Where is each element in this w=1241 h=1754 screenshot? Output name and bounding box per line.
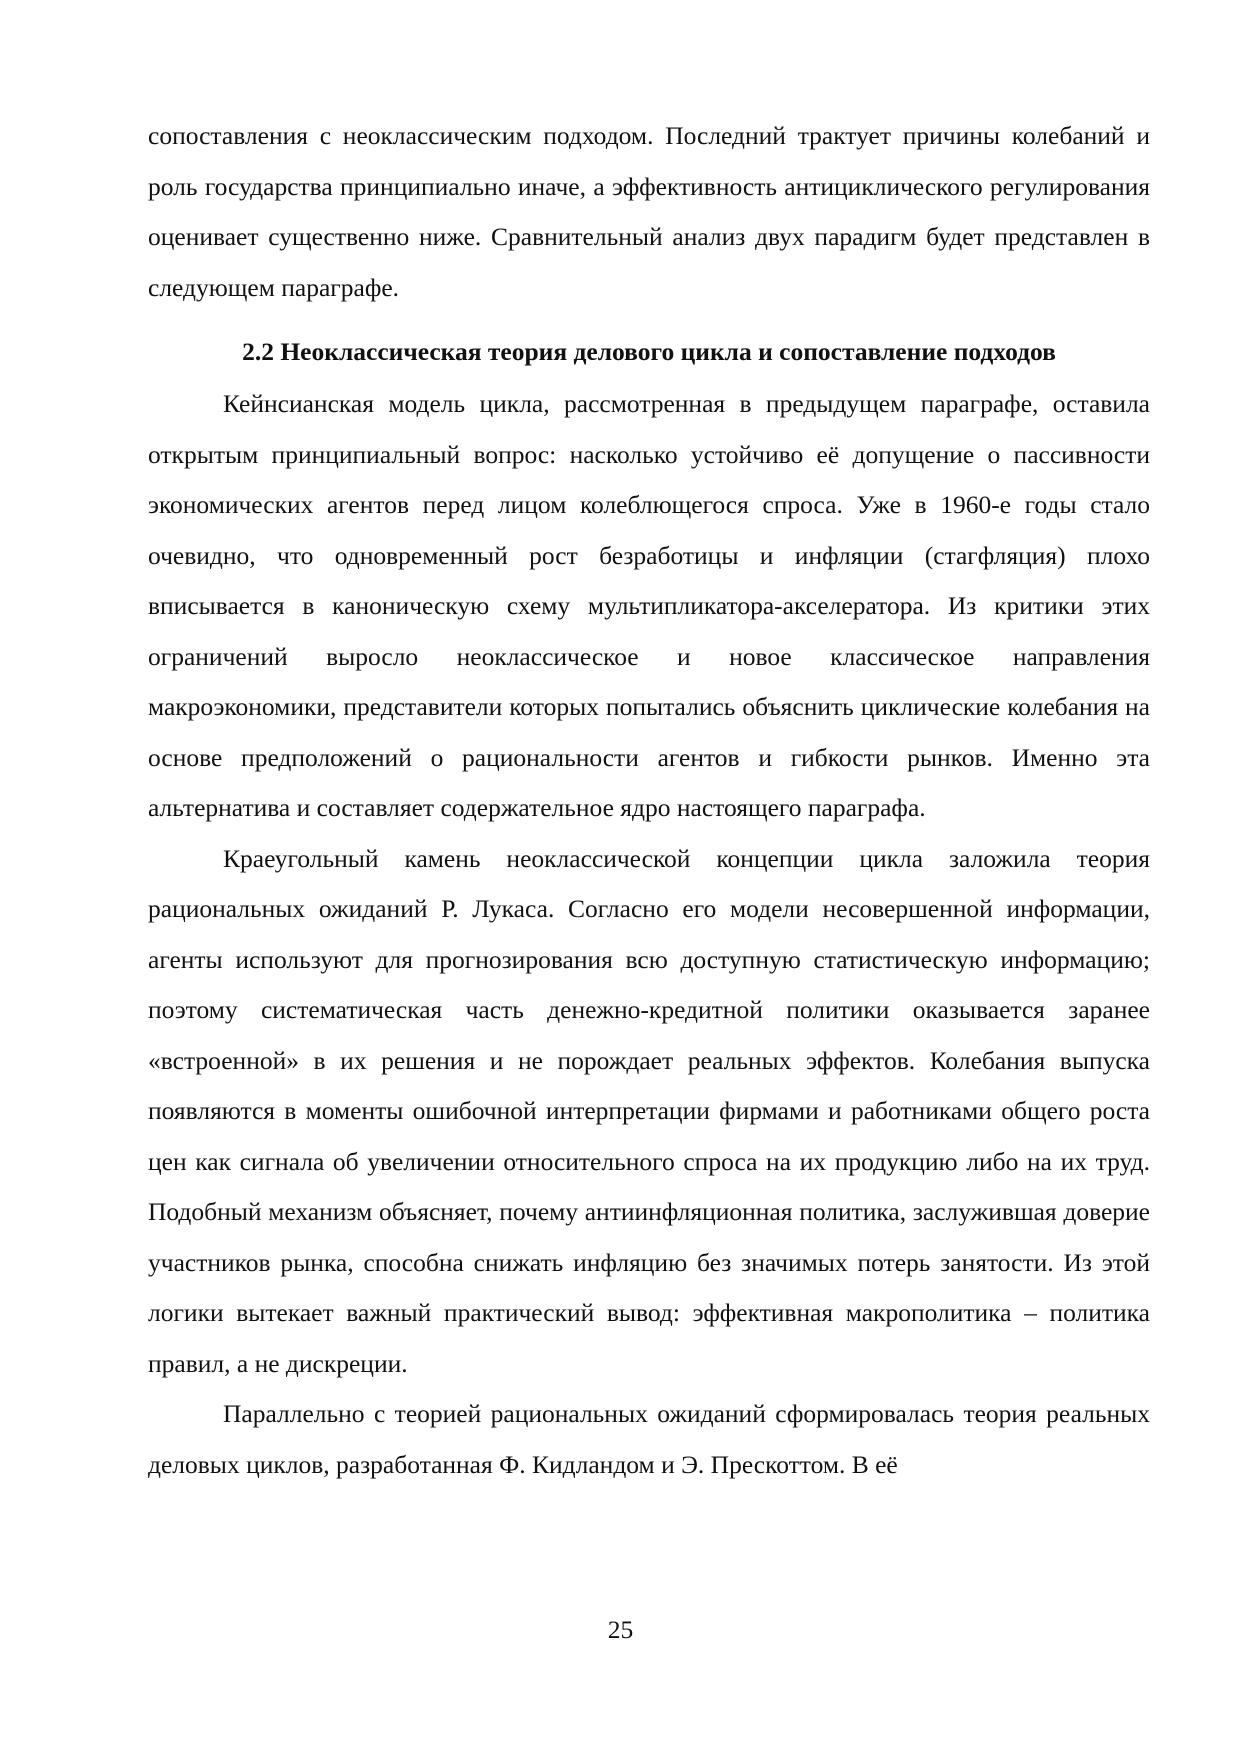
page-number: 25 xyxy=(607,1615,634,1644)
section-heading: 2.2 Неоклассическая теория делового цикла и сопоставление подходов xyxy=(242,337,1056,366)
document-page xyxy=(148,111,1150,1490)
paragraph-lucas-theory: Краеугольный камень неоклассической концепции цикла заложила теория рациональных ожиданий Р. Лукаса. Согласно его модели несовершенной информации, агенты используют для прогнозирования всю доступную статистическую информацию; поэтому систематическая часть денежно-кредитной политики оказывается заранее «встроенной» в их решения и не порождает реальных эффектов. Колебания выпуска появляются в моменты ошибочной интерпретации фирмами и работниками общего роста цен как сигнала об увеличении относительного спроса на их продукцию либо на их труд. Подобный механизм объясняет, почему антиинфляционная политика, заслужившая доверие участников рынка, способна снижать инфляцию без значимых потерь занятости. Из этой логики вытекает важный практический вывод: эффективная макрополитика – политика правил, а не дискреции. xyxy=(148,843,1150,1378)
paragraph-keynesian-model: Кейнсианская модель цикла, рассмотренная в предыдущем параграфе, оставила открытым принципиальный вопрос: насколько устойчиво её допущение о пассивности экономических агентов перед лицом колеблющегося спроса. Уже в 1960-е годы стало очевидно, что одновременный рост безработицы и инфляции (стагфляция) плохо вписывается в каноническую схему мультипликатора-акселератора. Из критики этих ограничений выросло неоклассическое и новое классическое направления макроэкономики, представители которых попытались объяснить циклические колебания на основе предположений о рациональности агентов и гибкости рынков. Именно эта альтернатива и составляет содержательное ядро настоящего параграфа. xyxy=(148,389,1150,822)
paragraph-continuation: сопоставления с неоклассическим подходом. Последний трактует причины колебаний и роль государства принципиально иначе, а эффективность антициклического регулирования оценивает существенно ниже. Сравнительный анализ двух парадигм будет представлен в следующем параграфе. xyxy=(148,121,1150,302)
paragraph-rbc-theory: Параллельно с теорией рациональных ожиданий сформировалась теория реальных деловых циклов, разработанная Ф. Кидландом и Э. Прескоттом. В её xyxy=(148,1399,1150,1479)
